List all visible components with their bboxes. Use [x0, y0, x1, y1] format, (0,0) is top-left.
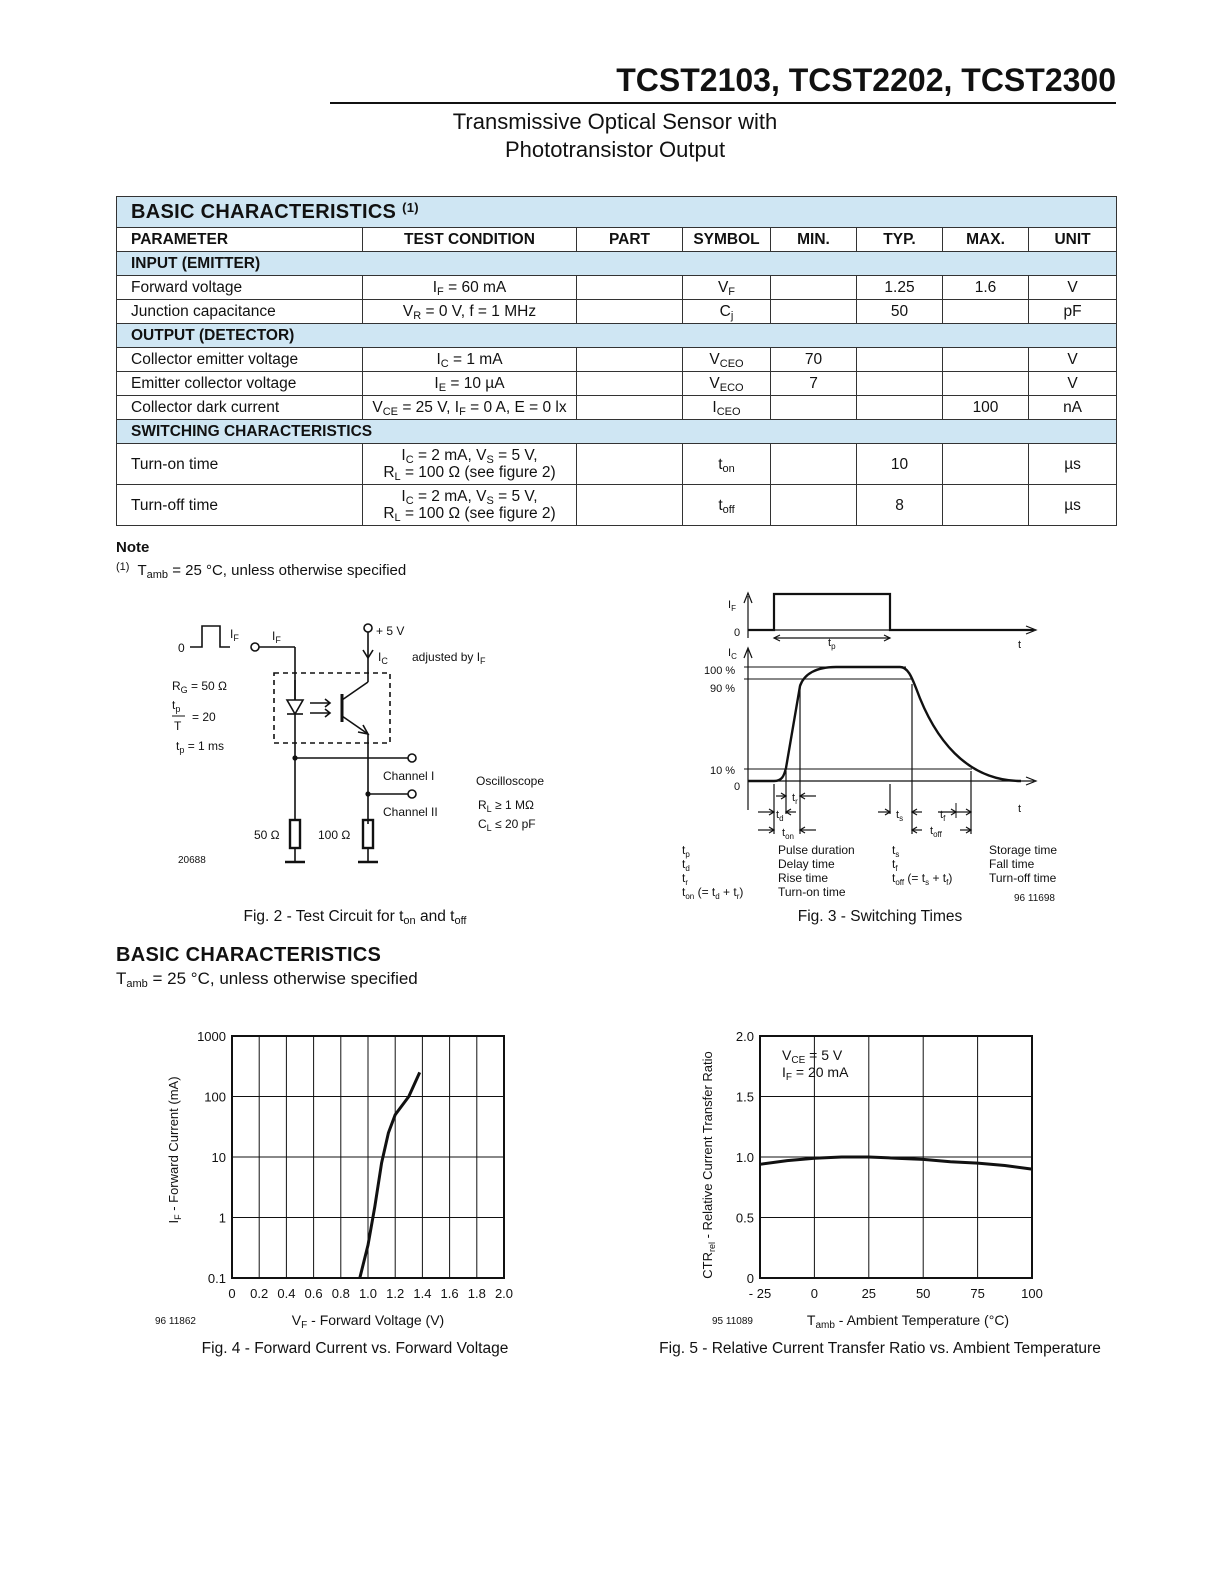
table-row: Turn-off time $I_C = 2$ mA, $V_S = 5$ V, $R_L = 100$ Ω (see figure 2) $t_{off}$ 8 µs: [117, 485, 1117, 526]
fig5-caption: Fig. 5 - Relative Current Transfer Ratio vs. Ambient Temperature: [659, 1340, 1101, 1357]
x-tick-label: 0: [810, 1286, 819, 1301]
section-output-row: OUTPUT (DETECTOR): [117, 324, 1117, 348]
col-part: PART: [577, 228, 683, 252]
svg-text:Turn-off time: Turn-off time: [989, 871, 1057, 885]
tp-value-label: $t_p = 1$ ms: [176, 739, 225, 755]
x-tick-label: 0.6: [304, 1286, 323, 1301]
tr-label: $t_r$: [792, 792, 798, 806]
col-test-condition: TEST CONDITION: [363, 228, 577, 252]
basic-characteristics-table: [116, 196, 1117, 526]
table-row: Turn-on time $I_C = 2$ mA, $V_S = 5$ V, $R_L = 100$ Ω (see figure 2) $t_{on}$ 10 µs: [117, 444, 1117, 485]
y-tick-label: 1000: [197, 1029, 226, 1044]
channel-2-label: Channel II: [383, 805, 438, 819]
adjusted-label: adjusted by $I_F$: [412, 650, 486, 666]
tf-label: $t_f$: [940, 809, 946, 823]
fig3-code: 96 11698: [1014, 893, 1055, 904]
col-max: MAX.: [943, 228, 1029, 252]
svg-text:Pulse duration: Pulse duration: [778, 843, 855, 857]
table-title-ref: (1): [402, 199, 419, 215]
pulse-if-label: $I_F$: [230, 627, 239, 643]
table-header-row: [117, 228, 1117, 252]
t-den-label: T: [174, 719, 182, 733]
supply-label: + 5 V: [376, 624, 405, 638]
svg-text:Turn-on time: Turn-on time: [778, 885, 846, 899]
title-rule: [330, 102, 1116, 104]
chart5-xlabel: $T_{amb}$ - Ambient Temperature (°C): [806, 1312, 1010, 1331]
pulse-zero-label: 0: [178, 641, 185, 655]
note-text: $^{(1)}$ $T_{amb} = 25$ °C, unless otherwise specified: [116, 561, 407, 581]
fig4-caption: Fig. 4 - Forward Current vs. Forward Voltage: [201, 1340, 509, 1357]
osc-cl-label: $C_L \le 20$ pF: [478, 817, 536, 833]
chart5-ylabel: $CTR_{rel}$ - Relative Current Transfer Ratio: [700, 1051, 717, 1279]
svg-text:ton (= td + tr): $t_{on}$ (= $t_d + t_r$): [682, 885, 744, 901]
section2-title: BASIC CHARACTERISTICS: [116, 944, 382, 966]
chart4-xlabel: $V_F$ - Forward Voltage (V): [291, 1312, 445, 1331]
x-tick-label: 75: [970, 1286, 985, 1301]
if-axis-label: $I_F$: [728, 599, 736, 613]
td-label: $t_d$: [776, 809, 784, 823]
ctr-vs-temperature-chart: [698, 1020, 1058, 1340]
fig2-code: 20688: [178, 855, 206, 866]
test-circuit-diagram: [150, 610, 620, 870]
x-tick-label: 1.4: [413, 1286, 432, 1301]
p90-label: 90 %: [710, 683, 736, 695]
y-tick-label: 0: [746, 1271, 754, 1286]
svg-text:tr: $t_r$: [682, 871, 689, 887]
x-tick-label: 1.8: [467, 1286, 486, 1301]
switching-times-diagram: [676, 588, 1106, 908]
svg-text:Fall time: Fall time: [989, 857, 1035, 871]
table-row: Forward voltage $I_F = 60$ mA $V_F$ 1.25 1.6 V: [117, 276, 1117, 300]
x-tick-label: 0: [228, 1286, 236, 1301]
x-tick-label: 0.2: [250, 1286, 269, 1301]
subtitle-line-2: Phototransistor Output: [504, 137, 726, 162]
section-input-row: INPUT (EMITTER): [117, 252, 1117, 276]
table-title-row: [117, 197, 1117, 228]
input-if-label: $I_F$: [272, 629, 281, 645]
p10-label: 10 %: [710, 765, 736, 777]
chart5-annot-vce: $V_{CE} = 5$ V: [782, 1047, 843, 1066]
if-zero-label: 0: [734, 627, 741, 639]
y-tick-label: 0.1: [207, 1271, 226, 1286]
ratio-label: = 20: [192, 710, 216, 724]
svg-text:tf: $t_f$: [892, 857, 898, 873]
chart5-annot-if: $I_F = 20$ mA: [782, 1064, 849, 1083]
y-tick-label: 1: [218, 1210, 226, 1226]
t-axis-label-2: t: [1018, 803, 1022, 815]
section-switching-row: SWITCHING CHARACTERISTICS: [117, 420, 1117, 444]
channel-1-label: Channel I: [383, 769, 435, 783]
x-tick-label: 2.0: [494, 1286, 514, 1301]
ton-label: $t_{on}$: [782, 827, 794, 841]
ts-label: $t_s$: [896, 809, 904, 823]
forward-current-chart: [150, 1020, 530, 1340]
col-min: MIN.: [771, 228, 857, 252]
x-tick-label: 0.8: [331, 1286, 350, 1301]
table-row: Collector dark current $V_{CE} = 25$ V, $I_F = 0$ A, E = 0 lx $I_{CEO}$ 100 nA: [117, 396, 1117, 420]
ctr-curve: [760, 1157, 1032, 1169]
svg-text:Delay time: Delay time: [778, 857, 835, 871]
note-label: Note: [116, 539, 150, 556]
x-tick-label: 1.6: [440, 1286, 459, 1301]
document-subtitle: [330, 108, 900, 164]
chart4-ylabel: $I_F$ - Forward Current (mA): [166, 1076, 183, 1224]
y-tick-label: 2.0: [735, 1029, 754, 1044]
y-tick-label: 0.5: [735, 1210, 754, 1226]
chart5-code: 95 11089: [712, 1316, 753, 1327]
col-parameter: PARAMETER: [117, 228, 363, 252]
switching-legend: [682, 843, 1057, 904]
resistor-100-label: 100 Ω: [318, 828, 351, 842]
rg-label: $R_G = 50$ Ω: [172, 679, 228, 695]
t-axis-label-1: t: [1018, 639, 1022, 651]
fig3-caption: Fig. 3 - Switching Times: [797, 908, 963, 925]
col-typ: TYP.: [857, 228, 943, 252]
svg-text:Storage time: Storage time: [989, 843, 1058, 857]
table-row: Emitter collector voltage $I_E = 10$ µA $V_{ECO}$ 7 V: [117, 372, 1117, 396]
x-tick-label: 50: [915, 1286, 931, 1301]
ic-label: $I_C$: [378, 650, 388, 666]
osc-rl-label: $R_L \ge 1$ MΩ: [478, 798, 534, 814]
x-tick-label: 1.2: [386, 1286, 405, 1301]
forward-current-curve: [360, 1072, 420, 1278]
col-symbol: SYMBOL: [683, 228, 771, 252]
toff-label: $t_{off}$: [930, 825, 942, 839]
chart4-code: 96 11862: [155, 1316, 196, 1327]
y-tick-label: 100: [204, 1089, 226, 1105]
svg-text:Rise time: Rise time: [778, 871, 829, 885]
y-tick-label: 1.0: [735, 1150, 754, 1165]
table-row: Junction capacitance $V_R = 0$ V, f = 1 MHz $C_j$ 50 pF: [117, 300, 1117, 324]
y-tick-label: 10: [211, 1150, 226, 1165]
document-title: TCST2103, TCST2202, TCST2300: [616, 62, 1116, 98]
y-tick-label: 1.5: [735, 1089, 754, 1105]
fig2-caption: Fig. 2 - Test Circuit for $t_{on}$ and $t_{off}$: [243, 908, 467, 927]
ic-axis-label: $I_C$: [728, 647, 737, 661]
ic-zero-label: 0: [734, 781, 741, 793]
section2-subtitle: $T_{amb} = 25$ °C, unless otherwise specified: [116, 969, 418, 990]
x-tick-label: 25: [861, 1286, 877, 1301]
oscilloscope-label: Oscilloscope: [476, 774, 545, 788]
tp-num-label: $t_p$: [172, 698, 181, 714]
svg-text:tp: $t_p$: [682, 843, 690, 859]
p100-label: 100 %: [704, 665, 736, 677]
col-unit: UNIT: [1029, 228, 1117, 252]
x-tick-label: 1.0: [358, 1286, 378, 1301]
svg-text:td: $t_d$: [682, 857, 690, 873]
tp-label: $t_p$: [828, 637, 836, 651]
resistor-50-label: 50 Ω: [254, 828, 280, 842]
x-tick-label: 0.4: [277, 1286, 296, 1301]
x-tick-label: 100: [1021, 1286, 1043, 1301]
svg-text:toff (= ts + tf): $t_{off}$ (= $t_s + t_f$): [892, 871, 953, 887]
table-row: Collector emitter voltage $I_C = 1$ mA $V_{CEO}$ 70 V: [117, 348, 1117, 372]
svg-text:ts: $t_s$: [892, 843, 900, 859]
x-tick-label: - 25: [748, 1286, 772, 1301]
table-title: BASIC CHARACTERISTICS: [131, 200, 397, 223]
subtitle-line-1: Transmissive Optical Sensor with: [452, 109, 778, 134]
